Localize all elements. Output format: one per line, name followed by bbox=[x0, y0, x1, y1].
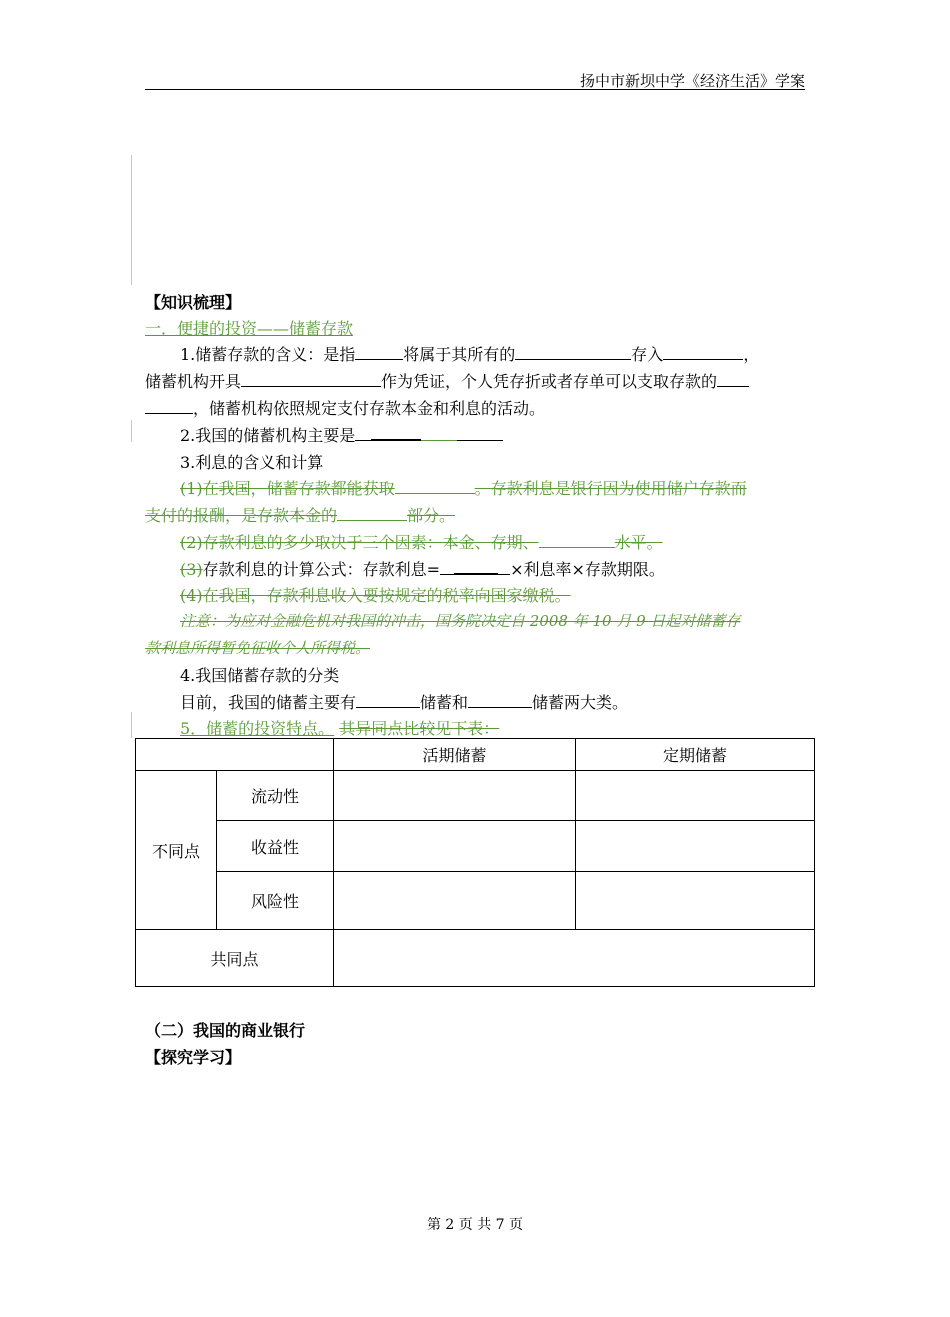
item3-1-text-c: 支付的报酬，是存款本金的 bbox=[145, 506, 338, 525]
differences-group-label: 不同点 bbox=[136, 771, 217, 930]
column-header-fixed: 定期储蓄 bbox=[576, 739, 815, 771]
savings-comparison-table bbox=[135, 738, 815, 987]
header-rule bbox=[145, 89, 805, 90]
explore-section-title: 【探究学习】 bbox=[145, 1048, 242, 1067]
note-line2: 款利息所得暂免征收个人所得税。 bbox=[145, 639, 371, 657]
item1-line3 bbox=[145, 396, 545, 419]
fill-blank[interactable] bbox=[145, 399, 193, 414]
item3-1-line1 bbox=[180, 476, 747, 499]
item1-text-b: 将属于其所有的 bbox=[403, 345, 516, 364]
table-row bbox=[136, 872, 815, 930]
item3-title: 3.利息的含义和计算 bbox=[180, 453, 324, 472]
item3-1-text-d: 部分。 bbox=[407, 506, 456, 525]
table-cell[interactable] bbox=[334, 771, 576, 821]
item2-line bbox=[180, 423, 503, 446]
table-header-row bbox=[136, 739, 815, 771]
item5-text-a: 5．储蓄的投资特点。 bbox=[180, 719, 335, 738]
item3-3-text-a: 存款利息的计算公式：存款利息= bbox=[202, 560, 441, 579]
fill-blank[interactable] bbox=[539, 533, 615, 548]
table-row bbox=[136, 771, 815, 821]
table-corner-cell bbox=[136, 739, 334, 771]
revision-bar bbox=[131, 420, 132, 442]
part1-title: 一．便捷的投资——储蓄存款 bbox=[145, 319, 354, 338]
item1-text-g: ，储蓄机构依照规定支付存款本金和利息的活动。 bbox=[193, 399, 546, 418]
row-label-return: 收益性 bbox=[217, 821, 334, 872]
table-row bbox=[136, 821, 815, 872]
table-cell[interactable] bbox=[334, 872, 576, 930]
item3-1-text-b: 。存款利息是银行因为使用储户存款而 bbox=[474, 479, 747, 498]
item5-text-b: 其异同点比较见下表： bbox=[339, 719, 500, 738]
page-number: 第 2 页 共 7 页 bbox=[426, 1217, 524, 1233]
fill-blank[interactable] bbox=[241, 372, 381, 387]
fill-blank[interactable] bbox=[515, 345, 631, 360]
item4-text-b: 储蓄和 bbox=[420, 693, 469, 712]
item3-4-line: (4)在我国，存款利息收入要按规定的税率向国家缴税。 bbox=[180, 586, 571, 605]
table-cell[interactable] bbox=[576, 771, 815, 821]
item3-1-text-a: (1)在我国，储蓄存款都能获取 bbox=[180, 479, 395, 498]
item4-text-a: 目前，我国的储蓄主要有 bbox=[180, 693, 357, 712]
table-cell[interactable] bbox=[576, 872, 815, 930]
table-row bbox=[136, 930, 815, 987]
item1-text-a: 1.储蓄存款的含义：是指 bbox=[180, 345, 356, 364]
revision-bar bbox=[131, 712, 132, 738]
item4-detail bbox=[180, 690, 628, 713]
fill-blank[interactable] bbox=[717, 372, 749, 387]
fill-blank[interactable] bbox=[440, 560, 454, 575]
table-cell[interactable] bbox=[334, 821, 576, 872]
fill-blank[interactable] bbox=[498, 560, 510, 575]
item1-line2 bbox=[145, 369, 749, 392]
table-cell[interactable] bbox=[334, 930, 815, 987]
item4-text-c: 储蓄两大类。 bbox=[532, 693, 629, 712]
fill-blank[interactable] bbox=[371, 425, 421, 441]
item3-3-prefix: (3) bbox=[180, 560, 203, 579]
fill-blank[interactable] bbox=[663, 345, 743, 360]
item1-text-d: ， bbox=[743, 345, 760, 364]
fill-blank[interactable] bbox=[355, 345, 403, 360]
column-header-demand: 活期储蓄 bbox=[334, 739, 576, 771]
row-label-liquidity: 流动性 bbox=[217, 771, 334, 821]
fill-blank[interactable] bbox=[356, 693, 420, 708]
item2-text: 2.我国的储蓄机构主要是 bbox=[180, 426, 356, 445]
fill-blank[interactable] bbox=[355, 426, 371, 441]
note-line1: 注意：为应对金融危机对我国的冲击，国务院决定自 2008 年 10 月 9 日起对储蓄存 bbox=[180, 612, 741, 630]
fill-blank[interactable] bbox=[395, 479, 475, 494]
row-label-risk: 风险性 bbox=[217, 872, 334, 930]
knowledge-section-title: 【知识梳理】 bbox=[145, 293, 242, 312]
item3-3-line bbox=[180, 557, 665, 580]
common-points-label: 共同点 bbox=[136, 930, 334, 987]
item1-text-e: 储蓄机构开具 bbox=[145, 372, 242, 391]
item3-2-line bbox=[180, 530, 663, 553]
item4-title: 4.我国储蓄存款的分类 bbox=[180, 666, 340, 685]
item1-text-c: 存入 bbox=[631, 345, 664, 364]
fill-blank[interactable] bbox=[454, 559, 498, 575]
item1-text-f: 作为凭证，个人凭存折或者存单可以支取存款的 bbox=[381, 372, 718, 391]
item3-1-line2 bbox=[145, 503, 455, 526]
item3-2-text-b: 水平。 bbox=[614, 533, 663, 552]
fill-blank[interactable] bbox=[468, 693, 532, 708]
fill-blank[interactable] bbox=[337, 506, 407, 521]
fill-blank[interactable] bbox=[457, 426, 503, 441]
item1-line1 bbox=[180, 342, 759, 365]
page-header-title: 扬中市新坝中学《经济生活》学案 bbox=[579, 72, 805, 90]
table-cell[interactable] bbox=[576, 821, 815, 872]
item5-line bbox=[180, 716, 499, 739]
revision-bar bbox=[131, 155, 132, 285]
item3-3-text-b: ×利息率×存款期限。 bbox=[510, 560, 665, 579]
part2-title: （二）我国的商业银行 bbox=[145, 1021, 306, 1040]
item3-2-text-a: (2)存款利息的多少取决于三个因素：本金、存期、 bbox=[180, 533, 539, 552]
fill-blank[interactable] bbox=[421, 426, 457, 441]
